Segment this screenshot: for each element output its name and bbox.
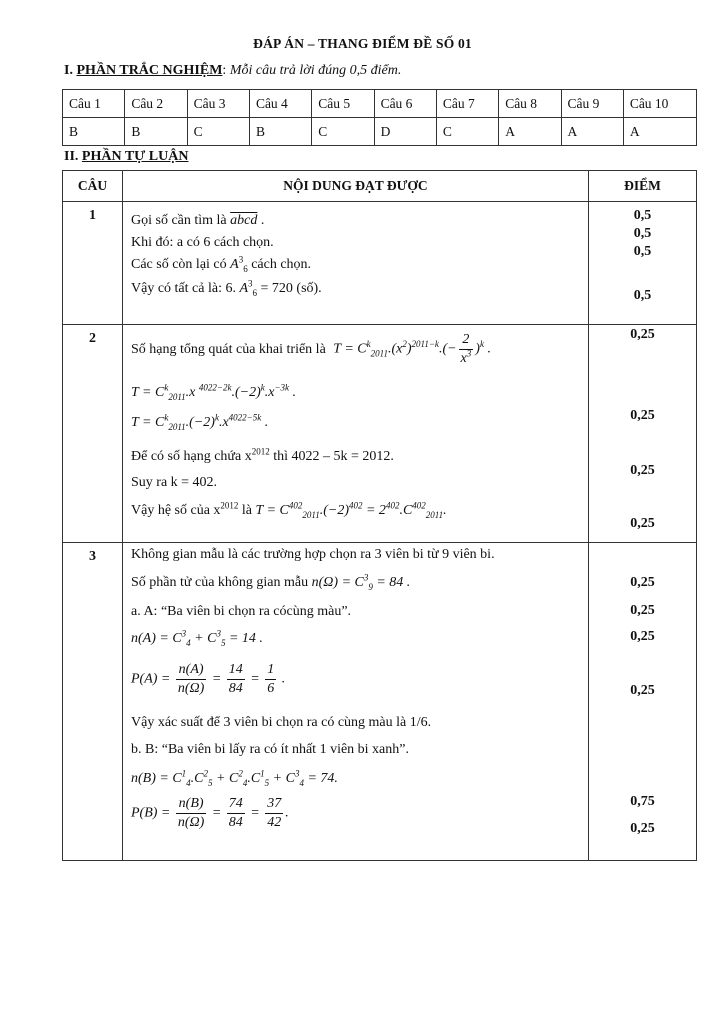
mc-answer: C xyxy=(436,118,498,146)
question-number: 2 xyxy=(89,331,96,346)
q3-line-6: Vậy xác suất để 3 viên bi chọn ra có cùng màu là 1/6. xyxy=(131,715,432,730)
q3-line-7: b. B: “Ba viên bi lấy ra có ít nhất 1 viên bi xanh”. xyxy=(131,742,409,757)
q1-line-3: Các số còn lại có $A^3_6$ cách chọn. xyxy=(131,254,312,274)
mc-question: Câu 3 xyxy=(187,90,249,118)
mc-answer-row xyxy=(63,118,697,146)
score: 0,5 xyxy=(633,208,652,223)
question-3-content xyxy=(123,543,589,861)
q3-line-5: P(A) = $\frac{n(A)}{n(\Omega)}$ = $\frac{14}{84}$ = $\frac{1}{6}$ . xyxy=(131,662,286,696)
mc-question: Câu 2 xyxy=(125,90,187,118)
abcd-overline: abcd xyxy=(230,213,258,228)
general-term-formula: $T = C^k_{2011}.(x^2)^{2011-k}.(-$ $\frac{2}{x^3}$ )$^k$ . xyxy=(333,332,491,366)
question-1-content xyxy=(123,202,589,325)
multiple-choice-table xyxy=(62,89,697,146)
mc-question: Câu 1 xyxy=(63,90,125,118)
q3-line-3: a. A: “Ba viên bi chọn ra cócùng màu”. xyxy=(131,604,352,619)
question-number: 3 xyxy=(89,549,96,564)
q2-line-4: Để có số hạng chứa $x^{2012}$ thì 4022 – 5k = 2012. xyxy=(131,446,394,464)
mc-answer: B xyxy=(125,118,187,146)
score: 0,25 xyxy=(630,463,655,478)
mc-answer: B xyxy=(249,118,311,146)
question-2-content xyxy=(123,325,589,543)
score: 0,25 xyxy=(630,821,655,836)
mc-question: Câu 7 xyxy=(436,90,498,118)
score: 0,25 xyxy=(630,327,655,342)
score: 0,25 xyxy=(630,603,655,618)
section-2-roman: II. xyxy=(64,149,79,164)
q3-line-1: Không gian mẫu là các trường hợp chọn ra 3 viên bi từ 9 viên bi. xyxy=(131,547,495,562)
q2-line-1: Số hạng tổng quát của khai triển là $T = C^k_{2011}.(x^2)^{2011-k}.(-$ $\frac{2}{x^3}$ )$^k$ . xyxy=(131,332,491,366)
mc-question-row xyxy=(63,90,697,118)
question-2-row xyxy=(63,325,697,543)
mc-question: Câu 9 xyxy=(561,90,623,118)
score: 0,5 xyxy=(633,244,652,259)
mc-question: Câu 10 xyxy=(623,90,696,118)
q1-line-1: Gọi số cần tìm là abcd . xyxy=(131,213,265,228)
section-1-note: Mỗi câu trả lời đúng 0,5 điểm. xyxy=(229,63,402,78)
q3-line-2: Số phần tử của không gian mẫu $n(\Omega) = C^3_9 = 84$ . xyxy=(131,572,411,592)
q1-line-2: Khi đó: a có 6 cách chọn. xyxy=(131,235,274,250)
score: 0,75 xyxy=(630,794,655,809)
sample-space-formula: $n(\Omega) = C^3_9 = 84$ . xyxy=(311,572,411,592)
mc-answer: C xyxy=(187,118,249,146)
q2-line-6: Vậy hệ số của $x^{2012}$ là $T = C^{402}_{2011}.(-2)^{402} = 2^{402}.C^{402}_{2011}$. xyxy=(131,500,447,520)
header-score: ĐIỂM xyxy=(589,171,697,202)
question-1-row xyxy=(63,202,697,325)
page-title: ĐÁP ÁN – THANG ĐIỂM ĐỀ SỐ 01 xyxy=(253,36,472,51)
q3-line-4: $n(A) = C^3_4 + C^3_5 = 14$ . xyxy=(131,628,263,648)
mc-answer: B xyxy=(63,118,125,146)
score: 0,25 xyxy=(630,683,655,698)
mc-answer: A xyxy=(623,118,696,146)
question-number: 1 xyxy=(89,208,96,223)
section-2-title: PHẦN TỰ LUẬN xyxy=(81,149,189,164)
mc-question: Câu 4 xyxy=(249,90,311,118)
q3-line-9: P(B) = $\frac{n(B)}{n(\Omega)}$ = $\frac{74}{84}$ = $\frac{37}{42}$ . xyxy=(131,796,289,830)
q3-line-8: $n(B) = C^1_4.C^2_5 + C^2_4.C^1_5 + C^3_4 = 74$. xyxy=(131,768,338,788)
q2-line-2: $T = C^k_{2011}.x$ $^{4022-2k}.(-2)^k.x^{-3k}$ . xyxy=(131,382,297,402)
mc-question: Câu 8 xyxy=(499,90,561,118)
question-3-row xyxy=(63,543,697,861)
question-1-scores xyxy=(589,202,697,325)
header-question: CÂU xyxy=(63,171,123,202)
essay-answer-table xyxy=(62,170,697,861)
question-3-scores xyxy=(589,543,697,861)
table-header-row xyxy=(63,171,697,202)
score: 0,25 xyxy=(630,629,655,644)
score: 0,25 xyxy=(630,516,655,531)
section-1-colon: : xyxy=(222,63,227,78)
section-1-heading xyxy=(64,63,401,79)
score: 0,5 xyxy=(633,288,652,303)
score: 0,5 xyxy=(633,226,652,241)
mc-answer: D xyxy=(374,118,436,146)
q2-line-3: $T = C^k_{2011}.(-2)^k.x^{4022-5k}$ . xyxy=(131,412,269,432)
q2-line-5: Suy ra k = 402. xyxy=(131,475,218,490)
q1-line-4: Vậy có tất cả là: 6. $A^3_6 = 720$ (số). xyxy=(131,278,322,298)
score: 0,25 xyxy=(630,408,655,423)
mc-answer: A xyxy=(561,118,623,146)
mc-answer: C xyxy=(312,118,374,146)
mc-answer: A xyxy=(499,118,561,146)
section-1-roman: I. xyxy=(64,63,73,78)
section-2-heading xyxy=(64,149,188,165)
score: 0,25 xyxy=(630,575,655,590)
section-1-title: PHẦN TRẮC NGHIỆM xyxy=(76,63,223,78)
mc-question: Câu 6 xyxy=(374,90,436,118)
mc-question: Câu 5 xyxy=(312,90,374,118)
question-2-scores xyxy=(589,325,697,543)
header-content: NỘI DUNG ĐẠT ĐƯỢC xyxy=(123,171,589,202)
coefficient-formula: $T = C^{402}_{2011}.(-2)^{402} = 2^{402}.C^{402}_{2011}$. xyxy=(255,500,447,520)
